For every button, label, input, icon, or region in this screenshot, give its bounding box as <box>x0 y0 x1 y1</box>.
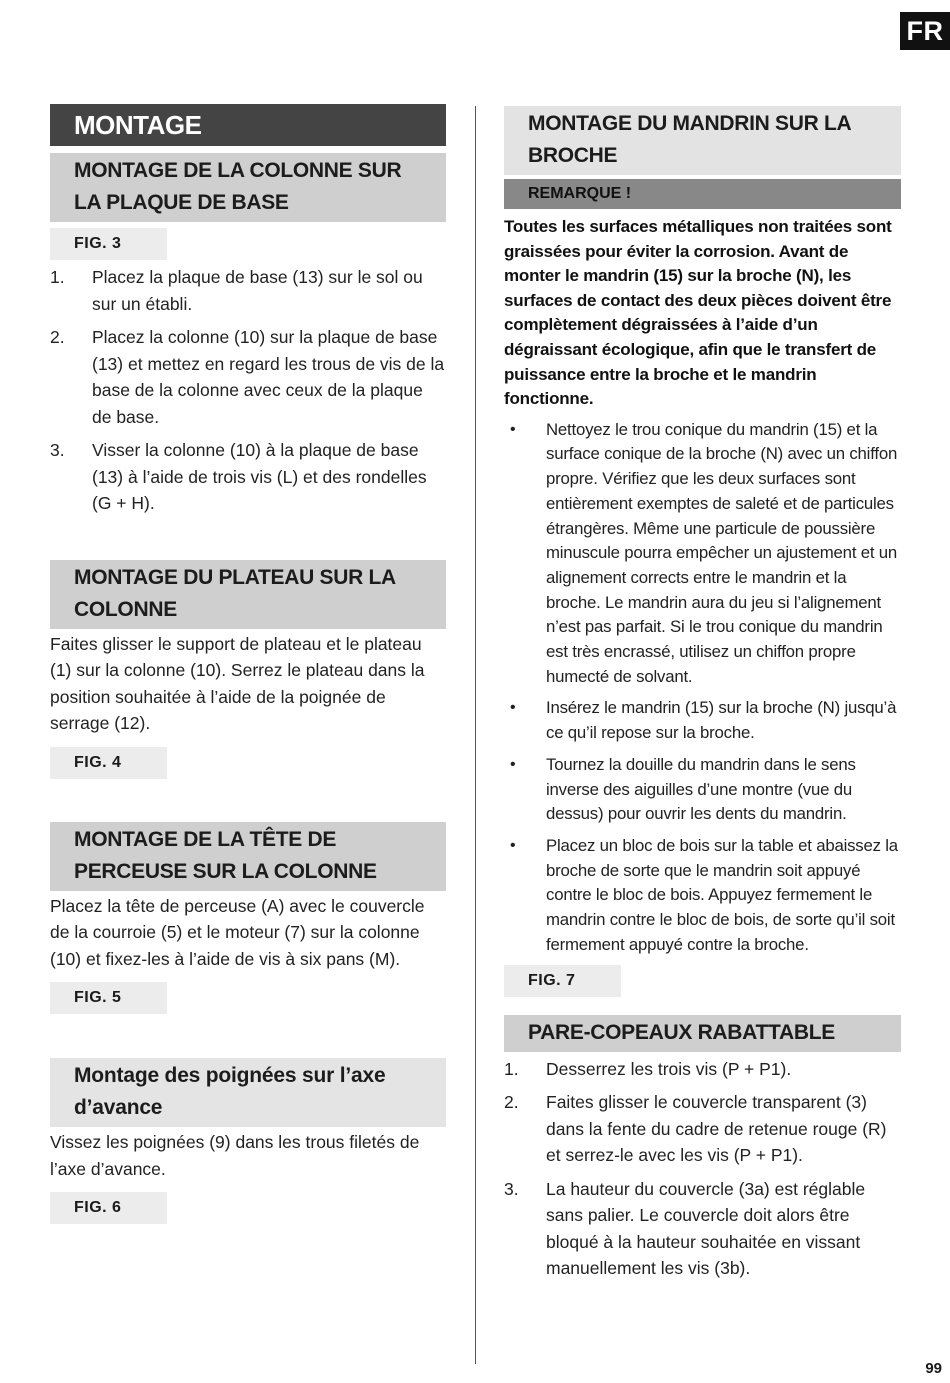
column-divider <box>475 106 476 1364</box>
list-item: 1. Desserrez les trois vis (P + P1). <box>504 1058 792 1079</box>
list-item: • Nettoyez le trou conique du mandrin (15) et la surface conique de la broche (N) avec un chiffon propre. Vérifiez que les deux surfaces sont entièrement exemptes de saleté et de particules étrangères. Même une particule de poussière minuscule pourra empêcher un ajustement et un alignement corrects entre le mandrin et la broche. Le mandrin aura du jeu si l’alignement n’est pas parfait. Si le trou conique du mandrin est très encrassé, utilisez un chiffon propre humecté de solvant. <box>510 419 898 686</box>
left-column <box>50 104 446 1224</box>
list-item: 3. La hauteur du couvercle (3a) est réglable sans palier. Le couvercle doit alors être bloqué à la hauteur souhaitée en vissant manuellement les vis (3b). <box>504 1178 866 1279</box>
section-title-table: MONTAGE DU PLATEAU SUR LA COLONNE <box>50 560 446 629</box>
section-title-handles: Montage des poignées sur l’axe d’avance <box>50 1058 446 1127</box>
page-number: 99 <box>925 1360 942 1377</box>
column-steps-list <box>50 264 446 517</box>
note-text: Toutes les surfaces métalliques non traitées sont graissées pour éviter la corrosion. Avant de monter le mandrin (15) sur la broche (N), les surfaces de contact des deux pièces doivent être complètement dégraissées à l’aide d’un dégraissant écologique, afin que le transfert de puissance entre la broche et le mandrin fonctionne. <box>504 217 892 409</box>
section-title-chuck: MONTAGE DU MANDRIN SUR LA BROCHE <box>504 106 901 175</box>
figure-label-7: FIG. 7 <box>504 965 621 997</box>
note-label: REMARQUE ! <box>504 179 901 209</box>
handles-paragraph: Vissez les poignées (9) dans les trous filetés de l’axe d’avance. <box>50 1132 420 1179</box>
list-item: • Placez un bloc de bois sur la table et abaissez la broche de sorte que le mandrin soit appuyé contre le bloc de bois. Appuyez fermement le mandrin contre le bloc de bois, de sorte qu’il soit fermement appuyé contre la broche. <box>510 836 898 954</box>
section-title-drill-head: MONTAGE DE LA TÊTE DE PERCEUSE SUR LA COLONNE <box>50 822 446 891</box>
main-title: MONTAGE <box>50 104 446 146</box>
language-tab: FR <box>900 12 950 50</box>
figure-label-4: FIG. 4 <box>50 747 167 779</box>
list-item: 2. Faites glisser le couvercle transparent (3) dans la fente du cadre de retenue rouge (R) et serrez-le avec les vis (P + P1). <box>504 1092 887 1166</box>
figure-label-6: FIG. 6 <box>50 1192 167 1224</box>
right-column <box>504 106 901 1289</box>
section-title-chip-guard: PARE-COPEAUX RABATTABLE <box>504 1015 901 1052</box>
list-item: 1. Placez la plaque de base (13) sur le sol ou sur un établi. <box>50 267 423 314</box>
table-paragraph: Faites glisser le support de plateau et le plateau (1) sur la colonne (10). Serrez le plateau dans la position souhaitée à l’aide de la poignée de serrage (12). <box>50 633 425 733</box>
list-item: 2. Placez la colonne (10) sur la plaque de base (13) et mettez en regard les trous de vis de la base de la colonne avec ceux de la plaque de base. <box>50 327 445 427</box>
drill-head-paragraph: Placez la tête de perceuse (A) avec le couvercle de la courroie (5) et le moteur (7) sur la colonne (10) et fixez-les à l’aide de vis à six pans (M). <box>50 895 425 969</box>
list-item: • Tournez la douille du mandrin dans le sens inverse des aiguilles d’une montre (vue du dessus) pour ouvrir les dents du mandrin. <box>510 754 856 824</box>
chuck-bullets-list <box>504 418 901 958</box>
section-title-column-base: MONTAGE DE LA COLONNE SUR LA PLAQUE DE BASE <box>50 153 446 222</box>
figure-label-5: FIG. 5 <box>50 982 167 1014</box>
chip-guard-steps-list <box>504 1056 901 1282</box>
list-item: 3. Visser la colonne (10) à la plaque de base (13) à l’aide de trois vis (L) et des rondelles (G + H). <box>50 440 427 513</box>
list-item: • Insérez le mandrin (15) sur la broche (N) jusqu’à ce qu’il repose sur la broche. <box>510 698 897 743</box>
figure-label-3: FIG. 3 <box>50 228 167 260</box>
